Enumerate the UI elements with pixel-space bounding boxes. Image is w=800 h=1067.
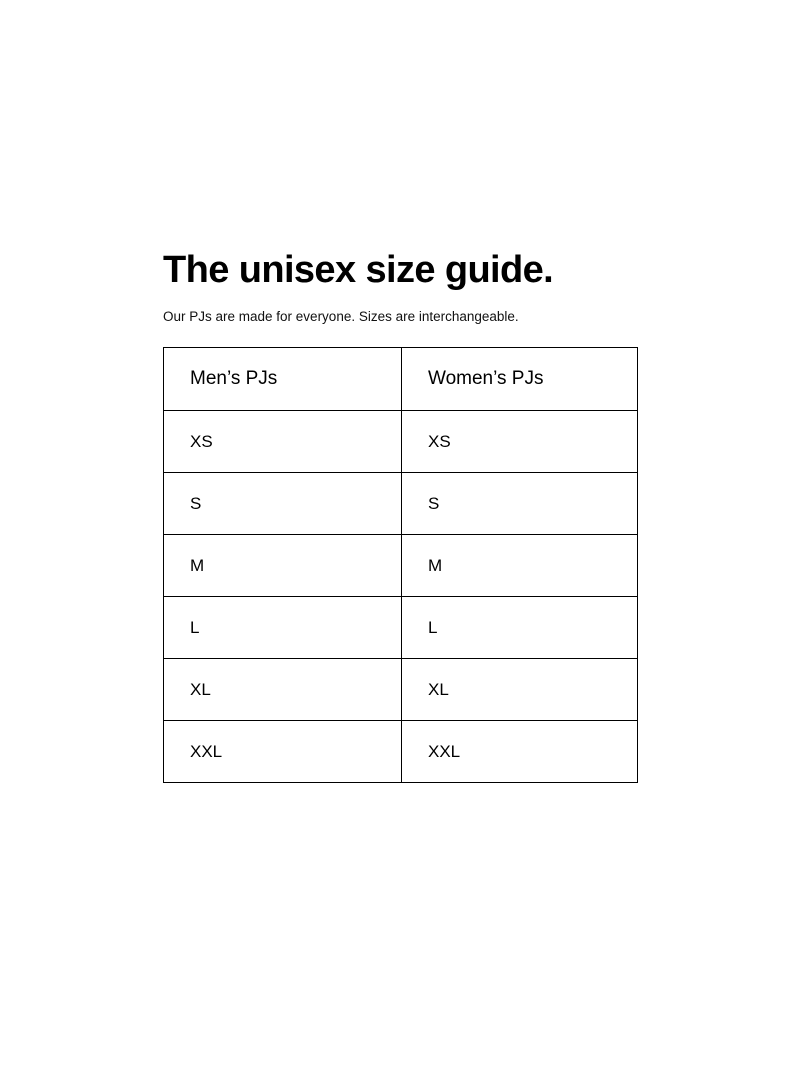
cell-mens-size: S [164, 473, 402, 535]
cell-mens-size: M [164, 535, 402, 597]
column-header-womens: Women’s PJs [402, 348, 638, 411]
table-row [164, 659, 638, 721]
table-row [164, 721, 638, 783]
table-row [164, 473, 638, 535]
size-guide-content [163, 250, 637, 783]
table-header [164, 348, 638, 411]
column-header-mens: Men’s PJs [164, 348, 402, 411]
table-body [164, 411, 638, 783]
table-header-row [164, 348, 638, 411]
cell-womens-size: XS [402, 411, 638, 473]
cell-mens-size: XS [164, 411, 402, 473]
table-row [164, 535, 638, 597]
page-title: The unisex size guide. [163, 249, 554, 291]
cell-womens-size: M [402, 535, 638, 597]
cell-womens-size: L [402, 597, 638, 659]
table-row [164, 411, 638, 473]
table-row [164, 597, 638, 659]
cell-mens-size: L [164, 597, 402, 659]
cell-womens-size: XXL [402, 721, 638, 783]
cell-mens-size: XL [164, 659, 402, 721]
cell-mens-size: XXL [164, 721, 402, 783]
size-guide-table [163, 347, 638, 783]
page-subtitle: Our PJs are made for everyone. Sizes are interchangeable. [163, 308, 519, 324]
cell-womens-size: XL [402, 659, 638, 721]
cell-womens-size: S [402, 473, 638, 535]
